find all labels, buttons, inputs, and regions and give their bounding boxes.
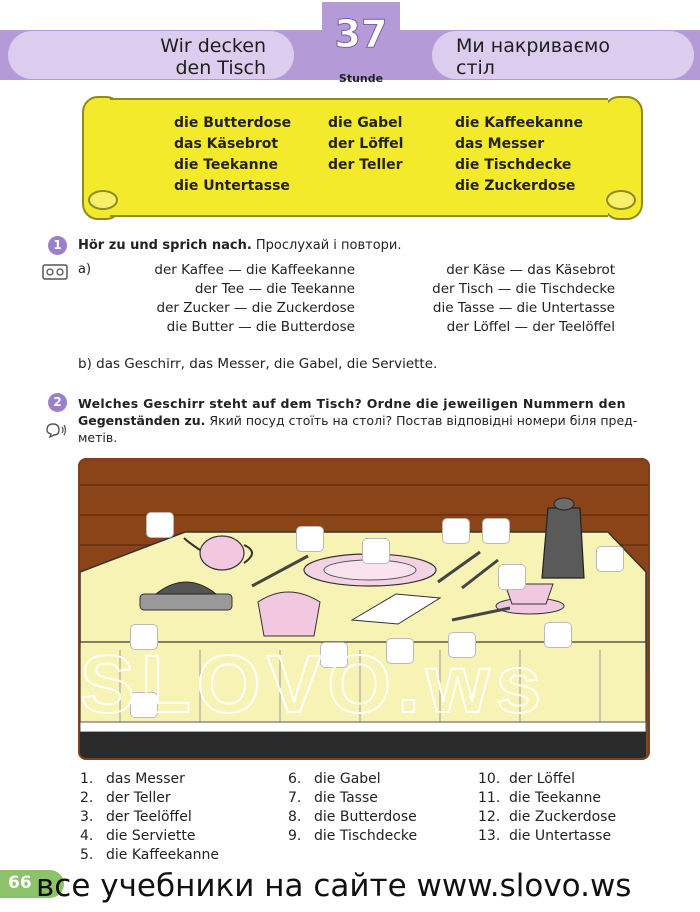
scroll-curl-left [88, 190, 118, 210]
answer-box[interactable] [442, 518, 470, 544]
list-item: 11. die Teekanne [478, 790, 602, 806]
list-item: 2. der Teller [80, 790, 171, 806]
vocab-word: die Kaffeekanne [455, 115, 584, 131]
exercise-1-instruction-de: Hör zu und sprich nach. [78, 238, 252, 253]
title-ukrainian-line1: Ми накриваємо [456, 35, 610, 57]
answer-list-col2 [288, 770, 417, 846]
title-german-line2: den Tisch [175, 57, 266, 79]
word-pair: der Zucker — die Zuckerdose [156, 300, 355, 316]
answer-list-col1 [80, 770, 219, 865]
answer-box[interactable] [498, 564, 526, 590]
list-item: 12. die Zuckerdose [478, 809, 617, 825]
exercise-2-instruction-line2 [78, 413, 637, 428]
lesson-label: Stunde [338, 72, 384, 85]
exercise-2-instruction-uk: Який посуд стоїть на столі? Постав відповідні номери біля пред- [209, 413, 638, 428]
word-pairs-right [380, 261, 615, 337]
list-item: 4. die Serviette [80, 828, 196, 844]
list-item: 9. die Tischdecke [288, 828, 418, 844]
list-item: 1. das Messer [80, 771, 185, 787]
title-ukrainian [432, 31, 694, 79]
exercise-2-instruction-de: Gegenständen zu. [78, 413, 206, 428]
scroll-curl-right [606, 190, 636, 210]
exercise-1-instruction-uk: Прослухай і повтори. [255, 238, 402, 253]
list-item: 7. die Tasse [288, 790, 378, 806]
exercise-2-instruction-line3: метів. [78, 430, 118, 445]
answer-box[interactable] [544, 622, 572, 648]
speech-icon[interactable] [44, 422, 68, 442]
exercise-2-badge: 2 [48, 393, 67, 412]
exercise-2-instruction-line1: Welches Geschirr steht auf dem Tisch? Ordne die jeweiligen Nummern den [78, 396, 626, 411]
vocab-word: die Tischdecke [455, 157, 572, 173]
exercise-1-badge: 1 [48, 236, 67, 255]
part-b-text: b) das Geschirr, das Messer, die Gabel, die Serviette. [78, 356, 438, 372]
part-a-label: a) [78, 262, 92, 277]
list-item: 3. der Teelöffel [80, 809, 192, 825]
list-item: 8. die Butterdose [288, 809, 417, 825]
answer-box[interactable] [482, 518, 510, 544]
word-pair: der Tisch — die Tischdecke [432, 281, 615, 297]
list-item: 6. die Gabel [288, 771, 381, 787]
answer-list-col3 [478, 770, 616, 846]
list-item: 13. die Untertasse [478, 828, 612, 844]
footer-site-text[interactable]: все учебники на сайте www.slovo.ws [36, 868, 632, 904]
vocab-column-2 [328, 113, 403, 176]
answer-box[interactable] [146, 512, 174, 538]
vocab-column-1 [174, 113, 291, 197]
page-number: 66 [8, 873, 32, 893]
word-pair: der Tee — die Teekanne [194, 281, 355, 297]
lesson-number: 37 [334, 12, 388, 56]
answer-box[interactable] [596, 546, 624, 572]
title-ukrainian-line2: стіл [456, 57, 495, 79]
title-german-line1: Wir decken [160, 35, 266, 57]
word-pair: die Butter — die Butterdose [166, 319, 355, 335]
exercise-1-instruction [78, 238, 402, 253]
vocab-word: die Untertasse [174, 178, 290, 194]
word-pairs-left [110, 261, 355, 337]
vocab-word: die Gabel [328, 115, 403, 131]
word-pair: der Käse — das Käsebrot [446, 262, 615, 278]
title-german [8, 31, 294, 79]
cassette-icon[interactable] [42, 264, 68, 284]
word-pair: der Kaffee — die Kaffeekanne [154, 262, 355, 278]
vocab-word: die Butterdose [174, 115, 292, 131]
watermark: SLOVO.ws [80, 639, 548, 730]
answer-box[interactable] [296, 526, 324, 552]
vocab-word: der Löffel [328, 136, 404, 152]
vocab-word: die Teekanne [174, 157, 279, 173]
word-pair: der Löffel — der Teelöffel [446, 319, 615, 335]
list-item: 10. der Löffel [478, 771, 575, 787]
answer-box[interactable] [362, 538, 390, 564]
vocab-column-3 [455, 113, 583, 197]
vocab-word: der Teller [328, 157, 403, 173]
vocab-word: das Messer [455, 136, 545, 152]
vocab-word: die Zuckerdose [455, 178, 576, 194]
list-item: 5. die Kaffeekanne [80, 847, 220, 863]
word-pair: die Tasse — die Untertasse [432, 300, 615, 316]
vocab-word: das Käsebrot [174, 136, 279, 152]
